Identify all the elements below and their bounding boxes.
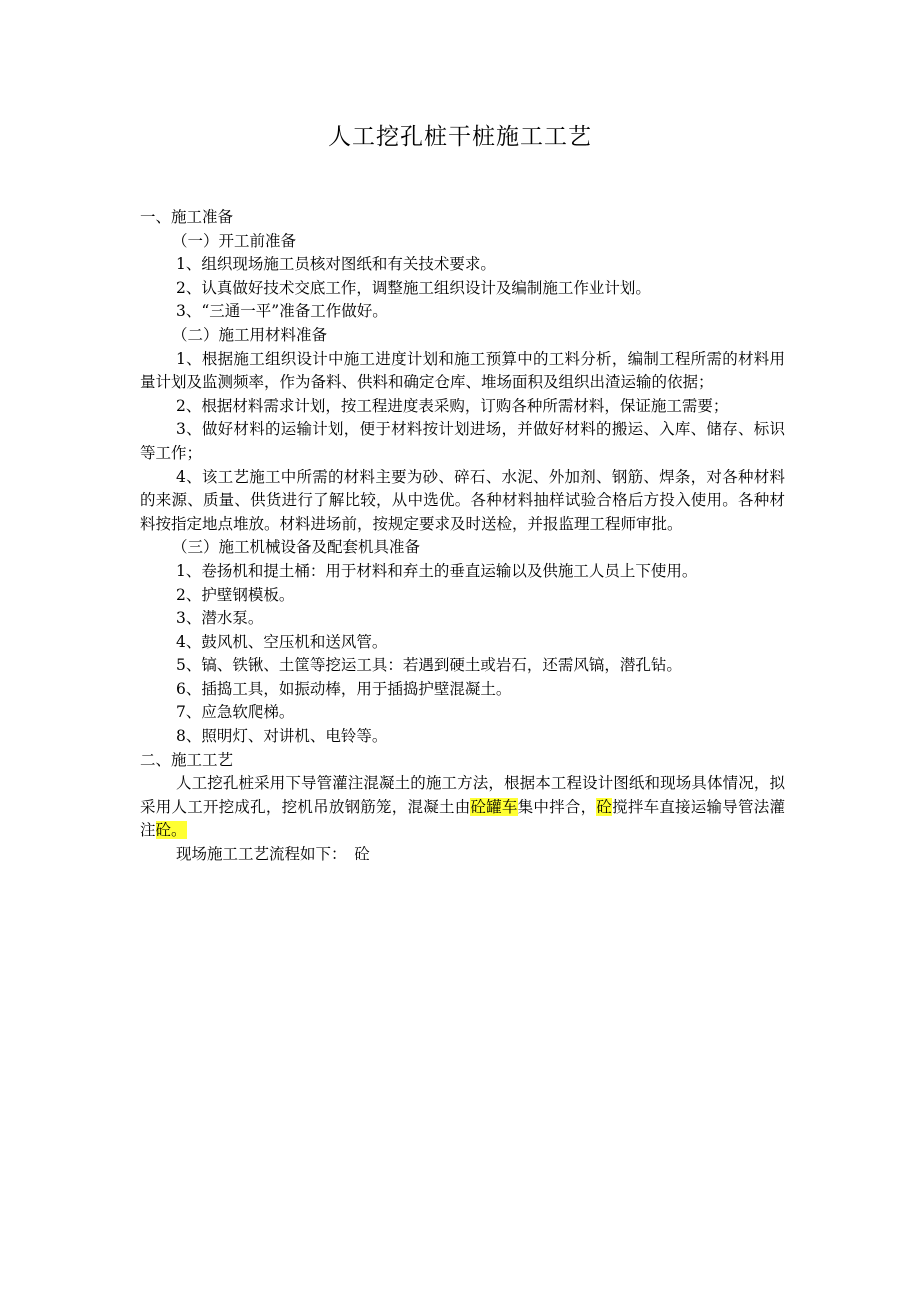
paragraph-3: 2、认真做好技术交底工作，调整施工组织设计及编制施工作业计划。 bbox=[176, 278, 651, 297]
highlighted-text-3: 砼。 bbox=[155, 821, 187, 840]
process-text-3: 搅拌车直接运输导管法灌注 bbox=[140, 797, 785, 840]
paragraph-10: （三）施工机械设备及配套机具准备 bbox=[172, 538, 421, 557]
process-text-2: 集中拌合， bbox=[517, 797, 597, 816]
paragraph-5: （二）施工用材料准备 bbox=[172, 325, 328, 344]
paragraph-7: 2、根据材料需求计划，按工程进度表采购，订购各种所需材料，保证施工需要； bbox=[176, 396, 729, 415]
paragraph-17: 7、应急软爬梯。 bbox=[176, 703, 295, 722]
highlighted-text-2: 砼 bbox=[596, 797, 613, 816]
paragraph-15: 5、镐、铁锹、土筐等挖运工具：若遇到硬土或岩石，还需风镐，潜孔钻。 bbox=[176, 656, 682, 675]
paragraph-1: （一）开工前准备 bbox=[172, 231, 297, 250]
process-text-1: 人工挖孔桩采用下导管灌注混凝土的施工方法，根据本工程设计图纸和现场具体情况，拟采用人工开挖成孔，挖机吊放钢筋笼，混凝土由 bbox=[140, 774, 785, 816]
flow-intro-line: 现场施工工艺流程如下： 砼 bbox=[176, 845, 370, 864]
paragraph-4: 3、“三通一平”准备工作做好。 bbox=[176, 302, 388, 321]
paragraph-8: 3、做好材料的运输计划，便于材料按计划进场，并做好材料的搬运、入库、储存、标识等工作； bbox=[140, 420, 785, 462]
highlighted-text-1: 砼罐车 bbox=[470, 797, 518, 816]
document-title: 人工挖孔桩干桩施工工艺 bbox=[328, 124, 592, 150]
document-body bbox=[140, 206, 785, 867]
paragraph-16: 6、插捣工具，如振动棒，用于插捣护壁混凝土。 bbox=[176, 679, 512, 698]
paragraph-9: 4、该工艺施工中所需的材料主要为砂、碎石、水泥、外加剂、钢筋、焊条，对各种材料的来源、质量、供货进行了解比较，从中选优。各种材料抽样试验合格后方投入使用。各种材料按指定地点堆放。材料进场前，按规定要求及时送检，并报监理工程师审批。 bbox=[140, 467, 785, 533]
paragraph-19: 二、施工工艺 bbox=[140, 750, 234, 769]
paragraph-0: 一、施工准备 bbox=[140, 208, 234, 226]
paragraph-12: 2、护壁钢模板。 bbox=[176, 585, 295, 604]
paragraph-2: 1、组织现场施工员核对图纸和有关技术要求。 bbox=[176, 255, 496, 274]
paragraph-18: 8、照明灯、对讲机、电铃等。 bbox=[176, 727, 388, 746]
paragraph-6: 1、根据施工组织设计中施工进度计划和施工预算中的工料分析，编制工程所需的材料用量计划及监测频率，作为备料、供料和确定仓库、堆场面积及组织出渣运输的依据； bbox=[140, 349, 785, 392]
paragraph-14: 4、鼓风机、空压机和送风管。 bbox=[176, 632, 388, 651]
process-paragraph bbox=[140, 772, 785, 843]
paragraph-11: 1、卷扬机和提土桶：用于材料和弃土的垂直运输以及供施工人员上下使用。 bbox=[176, 561, 698, 580]
paragraph-13: 3、潜水泵。 bbox=[176, 609, 264, 628]
